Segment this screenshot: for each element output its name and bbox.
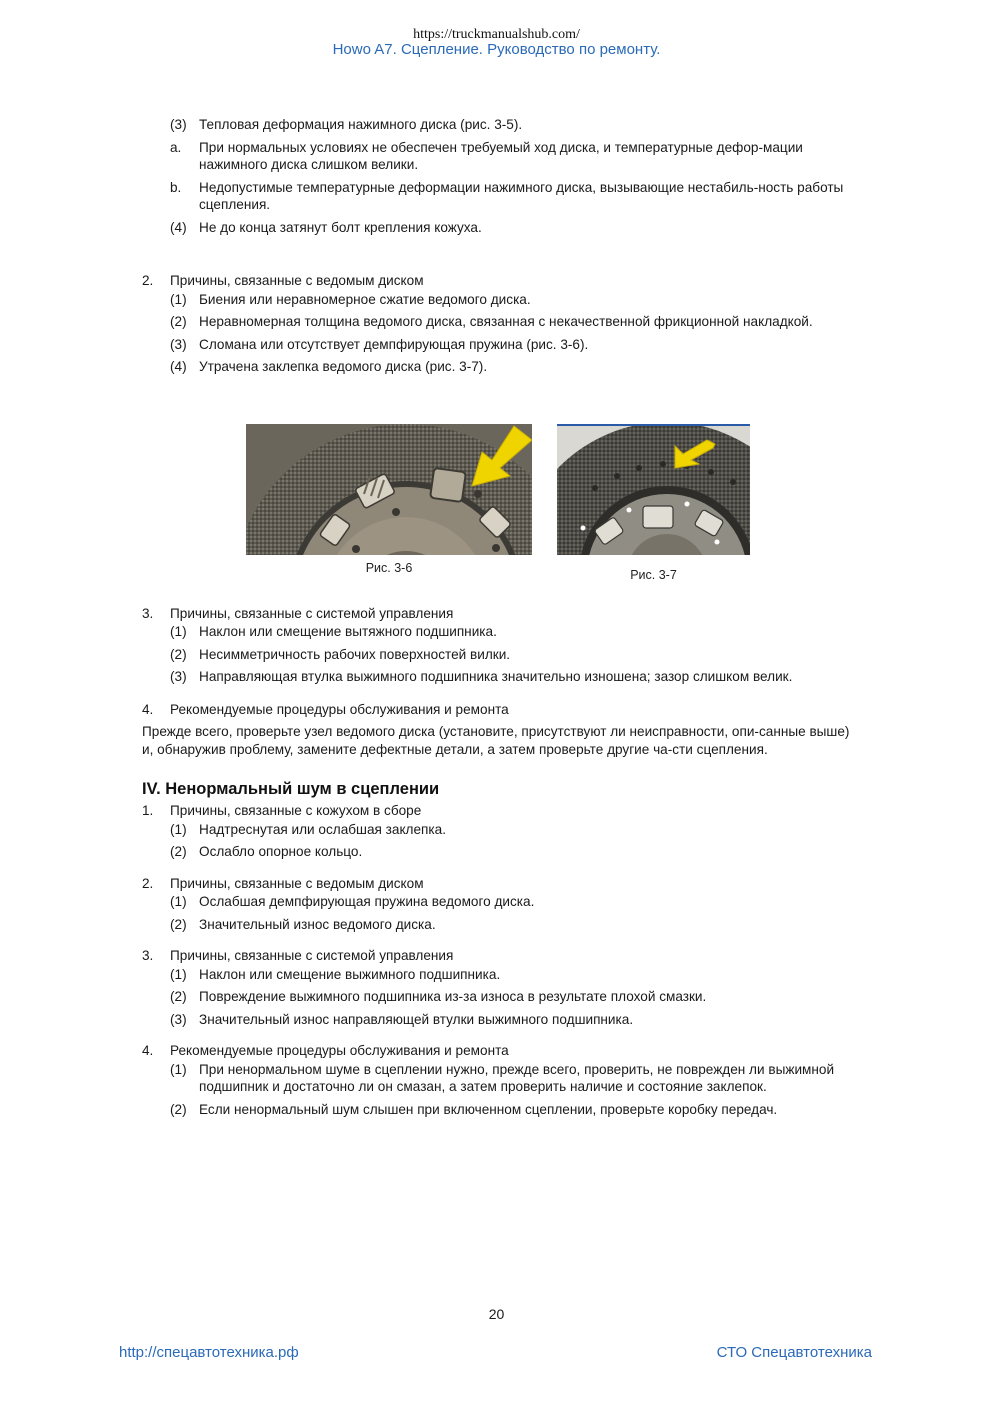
figure-3-7 — [557, 424, 750, 555]
section-number: 3. — [142, 948, 154, 963]
section-heading — [142, 605, 854, 623]
list-item — [142, 966, 854, 984]
clutch-disc-photo-2 — [557, 424, 750, 555]
item-text: Наклон или смещение выжимного подшипника. — [199, 966, 501, 982]
section-number: 2. — [142, 875, 154, 891]
item-text: Ослабшая демпфирующая пружина ведомого диска. — [199, 894, 535, 909]
list-item — [142, 821, 854, 839]
list-item — [142, 668, 854, 686]
item-number: (3) — [170, 117, 187, 132]
item-number: (2) — [170, 1101, 187, 1117]
list-item — [142, 646, 854, 664]
section-title: Рекомендуемые процедуры обслуживания и ремонта — [170, 701, 509, 717]
section-heading-iv: IV. Ненормальный шум в сцеплении — [142, 780, 440, 798]
section-title: Причины, связанные с системой управления — [170, 948, 454, 963]
list-item — [142, 313, 854, 331]
list-item — [142, 623, 854, 641]
list-item — [142, 219, 854, 237]
figure-3-6 — [246, 424, 532, 555]
item-text: Значительный износ направляющей втулки выжимного подшипника. — [199, 1011, 634, 1027]
list-item — [142, 916, 854, 934]
list-item — [142, 1011, 854, 1029]
section-heading — [142, 875, 854, 893]
item-text: Направляющая втулка выжимного подшипника значительно изношена; зазор слишком велик. — [199, 669, 793, 684]
item-text: Неравномерная толщина ведомого диска, связанная с некачественной фрикционной накладкой. — [199, 314, 813, 329]
item-number: (3) — [170, 1011, 187, 1027]
item-text: Биения или неравномерное сжатие ведомого диска. — [199, 291, 531, 307]
section-heading — [142, 1042, 854, 1060]
list-item — [142, 336, 854, 354]
item-number: (2) — [170, 916, 187, 932]
item-number: a. — [170, 139, 182, 155]
item-text: При ненормальном шуме в сцеплении нужно, прежде всего, проверить, не поврежден ли выжимной подшипник и достаточно ли он смазан, а затем проверить наличие и состояние заклепок. — [199, 1061, 835, 1094]
list-item — [142, 139, 854, 174]
item-text: Надтреснутая или ослабшая заклепка. — [199, 821, 446, 837]
item-number: (1) — [170, 1061, 187, 1077]
section-heading — [142, 272, 854, 290]
section-number: 2. — [142, 273, 154, 288]
section-title: Причины, связанные с ведомым диском — [170, 875, 424, 891]
item-number: (1) — [170, 966, 187, 982]
item-text: Тепловая деформация нажимного диска (рис. 3-5). — [199, 117, 523, 132]
item-number: (4) — [170, 219, 187, 235]
figure-caption: Рис. 3-6 — [365, 560, 413, 575]
figures-row — [142, 424, 854, 624]
item-text: Не до конца затянут болт крепления кожуха. — [199, 219, 482, 235]
item-text: Значительный износ ведомого диска. — [199, 916, 436, 932]
section-title: Причины, связанные с системой управления — [170, 605, 454, 621]
item-number: (2) — [170, 646, 187, 662]
list-item — [142, 1101, 854, 1119]
figure-caption: Рис. 3-7 — [630, 567, 677, 582]
item-text: Утрачена заклепка ведомого диска (рис. 3-7). — [199, 359, 488, 374]
section-title: Рекомендуемые процедуры обслуживания и ремонта — [170, 1043, 509, 1058]
item-text: Сломана или отсутствует демпфирующая пружина (рис. 3-6). — [199, 336, 589, 352]
section-heading — [142, 947, 854, 965]
list-item — [142, 291, 854, 309]
section-title: Причины, связанные с кожухом в сборе — [170, 803, 422, 818]
item-text: Если ненормальный шум слышен при включенном сцеплении, проверьте коробку передач. — [199, 1101, 778, 1117]
list-item — [142, 358, 854, 376]
item-number: (2) — [170, 989, 187, 1004]
list-item — [142, 116, 854, 134]
section-number: 1. — [142, 803, 154, 818]
item-number: (1) — [170, 894, 187, 909]
page-number: 20 — [488, 1306, 505, 1322]
section-number: 4. — [142, 1043, 154, 1058]
item-text: Наклон или смещение вытяжного подшипника. — [199, 624, 497, 639]
item-number: (1) — [170, 821, 187, 837]
item-number: (3) — [170, 336, 187, 352]
section-heading — [142, 701, 854, 719]
header-url[interactable]: https://truckmanualshub.com/ — [413, 27, 580, 42]
list-item — [142, 1061, 854, 1096]
section-heading — [142, 802, 854, 820]
list-item — [142, 179, 854, 214]
item-text: При нормальных условиях не обеспечен требуемый ход диска, и температурные дефор-мации нажимного диска слишком велики. — [199, 139, 803, 172]
list-item — [142, 988, 854, 1006]
section-number: 3. — [142, 605, 154, 621]
item-text: Ослабло опорное кольцо. — [199, 844, 363, 859]
list-item — [142, 843, 854, 861]
item-text: Повреждение выжимного подшипника из-за износа в результате плохой смазки. — [199, 989, 707, 1004]
item-number: b. — [170, 179, 182, 195]
item-number: (3) — [170, 669, 187, 684]
item-number: (1) — [170, 624, 187, 639]
item-text: Недопустимые температурные деформации нажимного диска, вызывающие нестабиль-ность работы сцепления. — [199, 179, 844, 212]
paragraph: Прежде всего, проверьте узел ведомого диска (установите, присутствуют ли неисправности, опи-санные выше) и, обнаружив проблему, замените дефектные детали, а затем проверьте другие ча-сти сцепления. — [142, 724, 850, 757]
page-content — [142, 116, 854, 1118]
item-number: (2) — [170, 314, 187, 329]
section-number: 4. — [142, 701, 154, 717]
item-number: (1) — [170, 291, 187, 307]
item-number: (4) — [170, 359, 187, 374]
clutch-disc-photo-1 — [246, 424, 532, 555]
list-item — [142, 893, 854, 911]
item-text: Несимметричность рабочих поверхностей вилки. — [199, 646, 511, 662]
footer-link[interactable]: http://спецавтотехника.рф — [119, 1344, 299, 1361]
footer-company: СТО Спецавтотехника — [716, 1344, 872, 1361]
section-title: Причины, связанные с ведомым диском — [170, 273, 424, 288]
header-title: Howo A7. Сцепление. Руководство по ремонту. — [332, 41, 661, 58]
item-number: (2) — [170, 844, 187, 859]
